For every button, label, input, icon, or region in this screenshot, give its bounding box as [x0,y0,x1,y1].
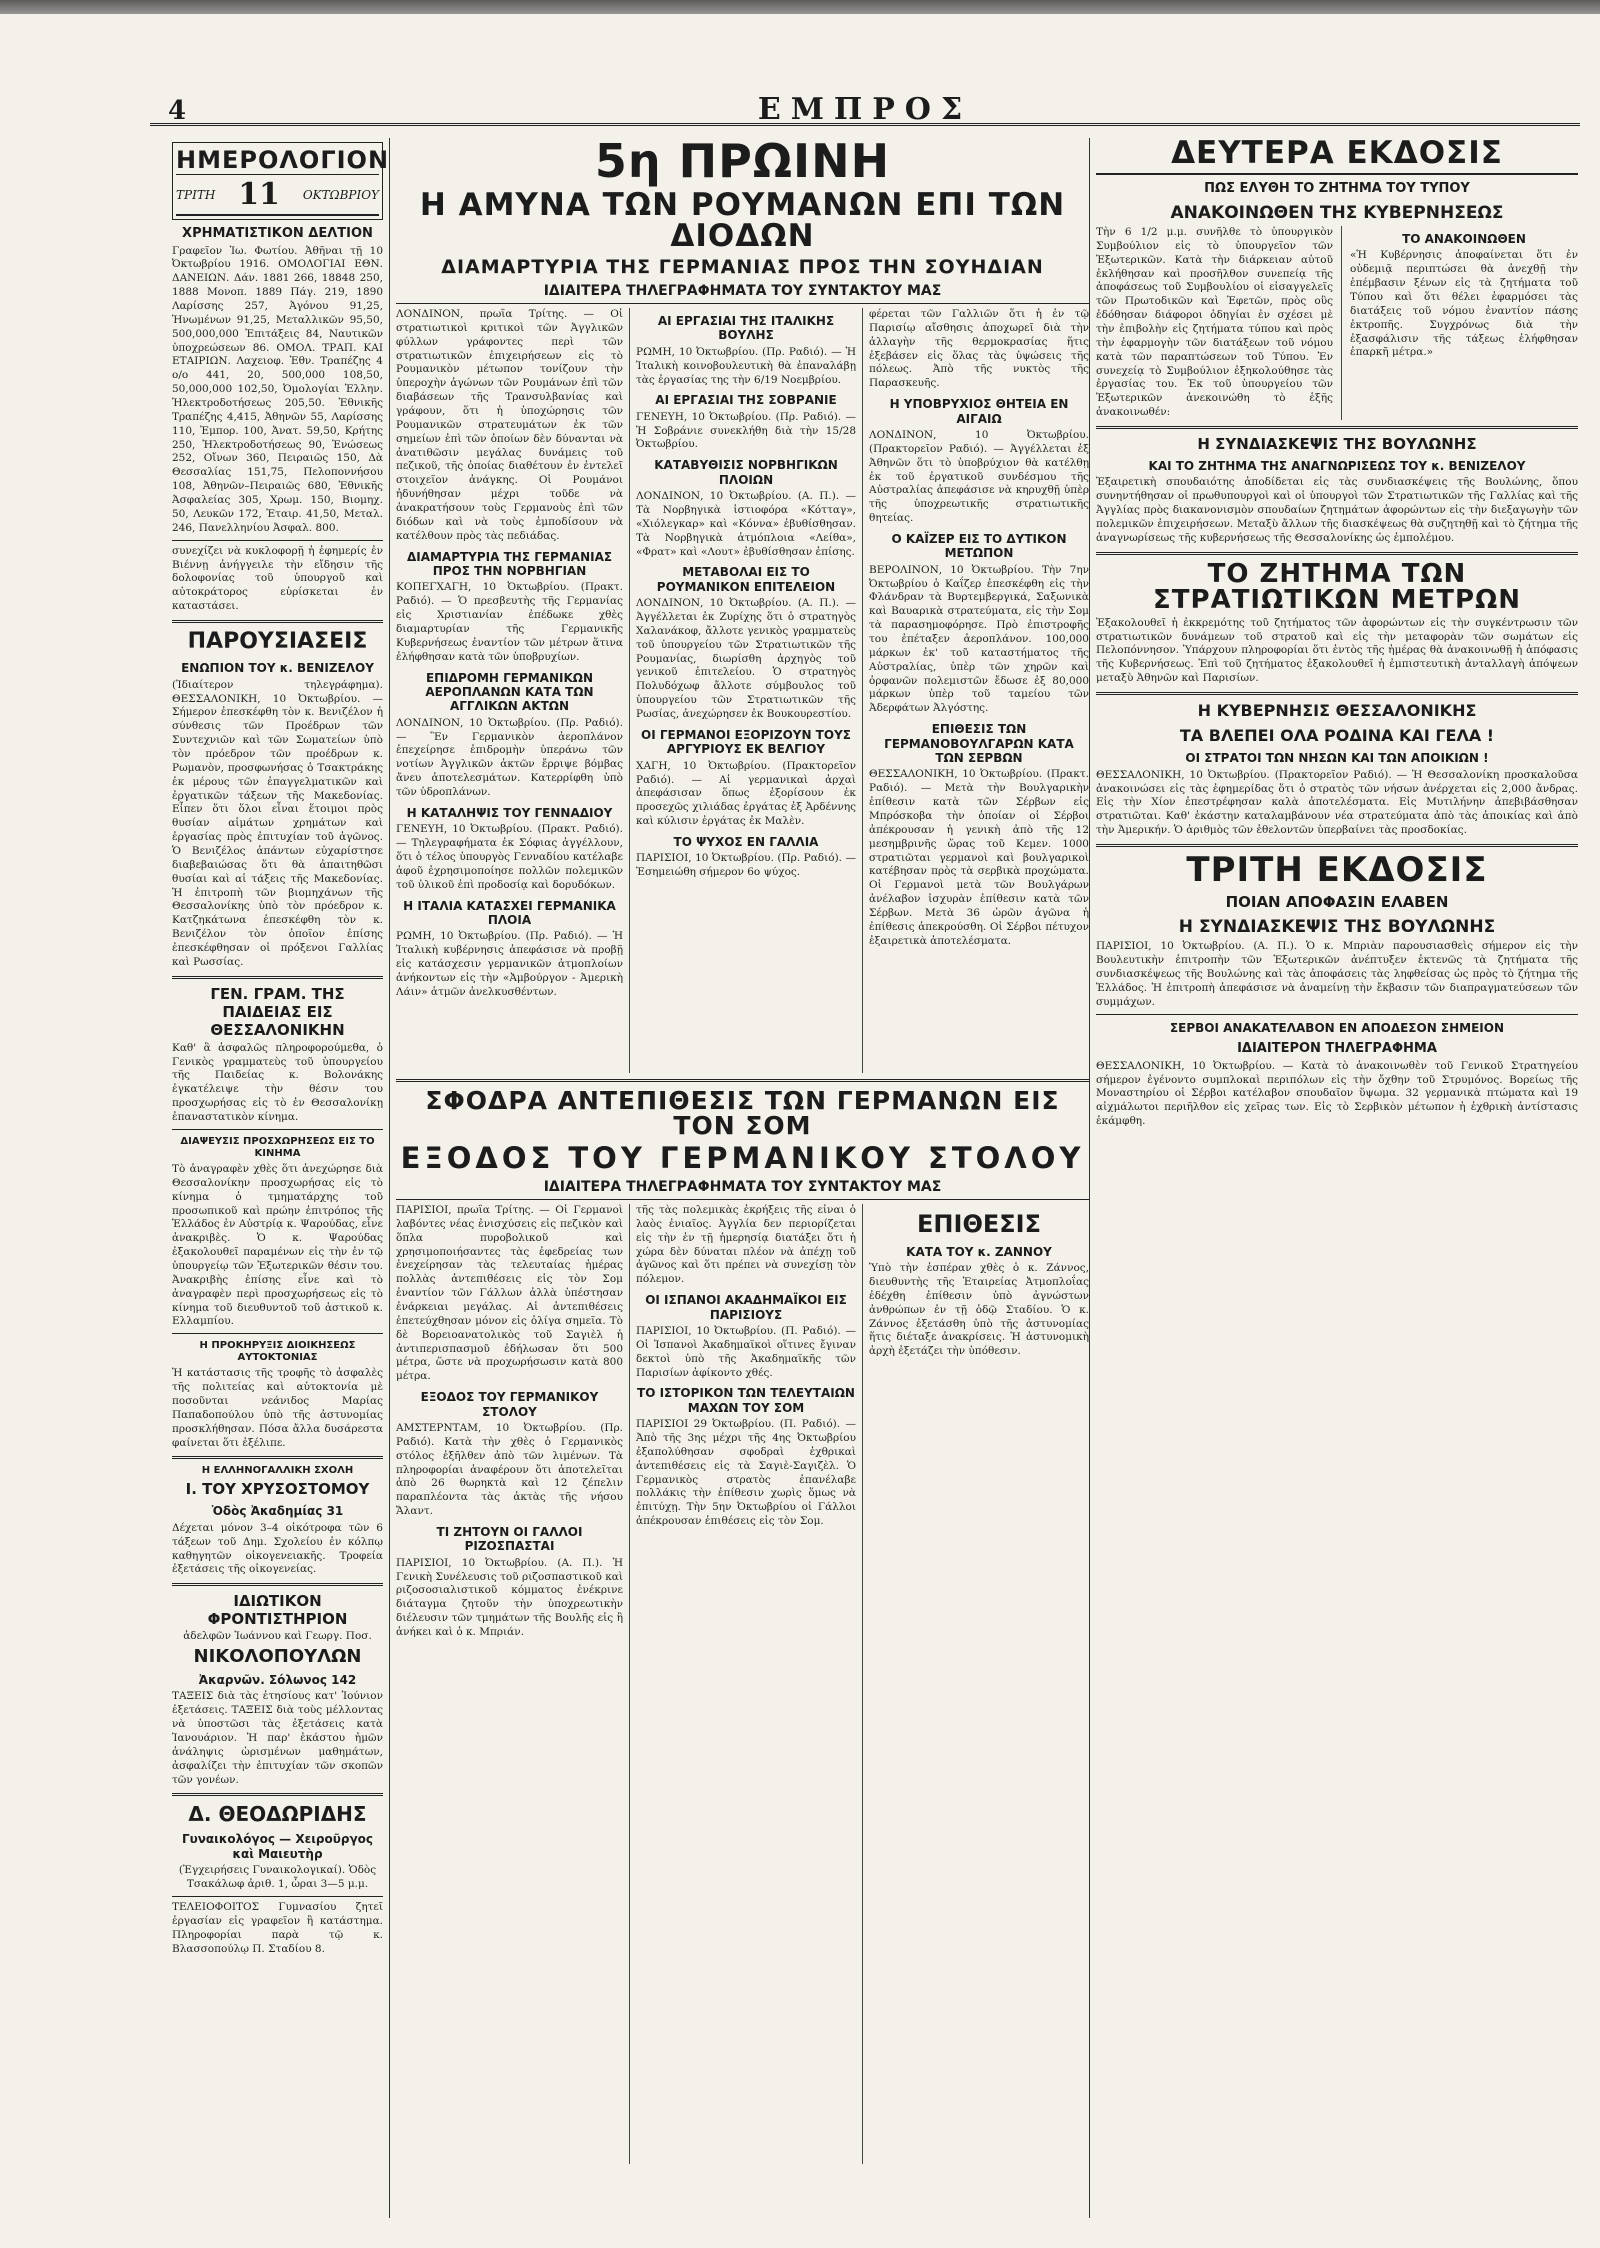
calendar-title: ΗΜΕΡΟΛΟΓΙΟΝ [176,146,390,174]
protest-heading: ΔΙΑΜΑΡΤΥΡΙΑ ΤΗΣ ΓΕΡΜΑΝΙΑΣ ΠΡΟΣ ΤΗΝ ΝΟΡΒΗΓΙΑΝ [406,549,613,578]
italy-seizes-heading: Η ΙΤΑΛΙΑ ΚΑΤΑΣΧΕΙ ΓΕΡΜΑΝΙΚΑ ΠΛΟΙΑ [403,898,616,927]
doctor-name: Δ. ΘΕΟΔΩΡΙΔΗΣ [188,1802,367,1827]
calendar-day: ΤΡΙΤΗ [176,187,216,202]
page-number: 4 [168,96,187,126]
sobranie-text: ΓΕΝΕΥΗ, 10 Ὀκτωβρίου. (Πρ. Ραδιό). — Ἡ Σοβράνιε συνεκλήθη διὰ τὴν 15/28 Ὀκτωβρίου. [636,410,856,451]
school-name: Ι. ΤΟΥ ΧΡΥΣΟΣΤΟΜΟΥ [185,1480,370,1499]
education-secretary-text: Καθ' ἃ ἀσφαλῶς πληροφορούμεθα, ὁ Γενικὸς γραμματεὺς τοῦ ὑπουργείου τῆς Παιδείας κ. Βολονάκης ἐγκατέλειψε τὴν θέσιν του προσχωρήσας εἰς τὸ ἐν Θεσσαλονίκῃ ἐπαναστατικὸν κίνημα. [172,1041,383,1124]
kaiser-text: ΒΕΡΟΛΙΝΟΝ, 10 Ὀκτωβρίου. Τὴν 7ην Ὀκτωβρίου ὁ Καΐζερ ἐπεσκέφθη εἰς τὴν Φλάνδραν τὰ Βυρτεμβεργικά, Σαξωνικὰ καὶ Βαυαρικὰ στρατεύματα, εἰς τὴν Σομ τὰ παρασημοφόρησε. Πρὸ ἐπιστροφῆς του ἐπέταξεν ἀεροπλάνον. 100,000 μάρκων ἐκ' τοῦ καταστήματος τῆς Αὐστραλίας, ὑπὲρ τῶν χηρῶν καὶ ὀρφανῶν πολεμιστῶν ἔδωσε ἐξ 80,000 μάρκων ὑπὲρ τοῦ ταμείου τῶν Ἀδερφάτων Ἀλγόστης. [869,563,1089,715]
upper-articles [396,308,1089,1073]
attack-subheading: ΚΑΤΑ ΤΟΥ κ. ΖΑΝΝΟΥ [906,1244,1052,1259]
doctor-text: (Ἐγχειρήσεις Γυναικολογικαί). Ὁδὸς Τσακάλωφ ἀριθ. 1, ὧραι 3—5 μ.μ. [178,1864,377,1891]
education-secretary-heading: ΓΕΝ. ΓΡΑΜ. ΤΗΣ ΠΑΙΔΕΙΑΣ ΕΙΣ ΘΕΣΣΑΛΟΝΙΚΗΝ [210,984,345,1039]
sobranie-heading: ΑΙ ΕΡΓΑΣΙΑΙ ΤΗΣ ΣΟΒΡΑΝΙΕ [655,393,837,408]
attack-heading: ΕΠΙΘΕΣΙΣ [917,1210,1041,1238]
spanish-academics-text: ΠΑΡΙΣΙΟΙ, 10 Ὀκτωβρίου. (Π. Ραδιό). — Οἱ Ἰσπανοὶ Ἀκαδημαϊκοὶ οἵτινες ἔγιναν δεκτοὶ ὑπὸ τῆς Ἀκαδημαϊκῆς τῶν Παρισίων ἀφίκοντο χθές. [636,1324,856,1379]
serbs-attack-heading: ΕΠΙΘΕΣΙΣ ΤΩΝ ΓΕΡΜΑΝΟΒΟΥΛΓΑΡΩΝ ΚΑΤΑ ΤΩΝ ΣΕΡΒΩΝ [884,722,1074,765]
england-war-text: τῆς τὰς πολεμικὰς ἐκρήξεις τῆς εἶναι ὁ λαὸς ἐνιαῖος. Ἀγγλία δεν περιορίζεται εἰς τὴν ἐν τῇ ἡμερησίᾳ διατάξει ὅτι ἡ χώρα δὲν δύναται πλέον νὰ ἀπέχῃ τοῦ ἀγῶνος καὶ ὅτι πρέπει νὰ συνεχίσῃ τὸν πόλεμον. [636,1204,856,1286]
protest-text: ΚΟΠΕΓΧΑΓΗ, 10 Ὀκτωβρίου. (Πρακτ. Ραδιό). — Ὁ πρεσβευτὴς τῆς Γερμανίας εἰς Χριστιανίαν ἐπέδωκε χθὲς διαμαρτυρίαν τῆς Γερμανικῆς Κυβερνήσεως ἐναντίον τῶν μέτρων ἅτινα ἐλήφθησαν κατὰ τῶν ὑποβρυχίων. [396,581,623,663]
main-subheadline: ΔΙΑΜΑΡΤΥΡΙΑ ΤΗΣ ΓΕΡΜΑΝΙΑΣ ΠΡΟΣ ΤΗΝ ΣΟΥΗΔΙΑΝ [441,256,1044,278]
stock-bulletin-heading: ΧΡΗΜΑΤΙΣΤΙΚΟΝ ΔΕΛΤΙΟΝ [182,226,373,241]
spanish-academics-heading: ΟΙ ΙΣΠΑΝΟΙ ΑΚΑΔΗΜΑΪΚΟΙ ΕΙΣ ΠΑΡΙΣΙΟΥΣ [645,1293,847,1322]
tutoring-names: ἀδελφῶν Ἰωάννου καὶ Γεωργ. Ποσ. [183,1630,372,1643]
somme-history-heading: ΤΟ ΙΣΤΟΡΙΚΟΝ ΤΩΝ ΤΕΛΕΥΤΑΙΩΝ ΜΑΧΩΝ ΤΟΥ ΣΟΜ [637,1386,855,1415]
press-issue-heading: ΠΩΣ ΕΛΥΘΗ ΤΟ ΖΗΤΗΜΑ ΤΟΥ ΤΥΠΟΥ [1204,181,1470,196]
tutoring-text: ΤΑΞΕΙΣ διὰ τὰς ἐτησίους κατ' Ἰούνιον ἐξετάσεις. ΤΑΞΕΙΣ διὰ τοὺς μέλλοντας νὰ ὑποστῶσι τὰς ἐξετάσεις κατὰ Ἰανουάριον. Ἡ παρ' ἑκάστου ἡμῶν ἀνάληψις ὡρισμένων μαθημάτων, ἀσφαλίζει τὴν ἐπιτυχίαν τῶν σκοπῶν τῶν γονέων. [172,1690,383,1786]
classified-text: ΤΕΛΕΙΟΦΟΙΤΟΣ Γυμνασίου ζητεῖ ἐργασίαν εἰς γραφεῖον ἢ κατάστημα. Πληροφορίαι παρὰ τῷ κ. Βλασσοπούλῳ Π. Σταδίου 8. [172,1900,383,1955]
calendar-month: ΟΚΤΩΒΡΙΟΥ [302,187,379,202]
school-text: Δέχεται μόνον 3–4 οἰκότροφα τῶν 6 τάξεων τοῦ Δημ. Σχολείου ἐν κόλπῳ καθηγητῶν οἰκογενειακῆς. Τροφεία ἐξετάσεις τῆς οἰκογενείας. [172,1521,383,1576]
center-column [396,138,1090,2218]
left-column [172,138,390,2218]
school-address: Ὁδὸς Ἀκαδημίας 31 [211,1504,344,1519]
note-text: συνεχίζει νὰ κυκλοφορῇ ἡ ἐφημερίς ἐν Βιέννῃ ἀνήγγειλε τὴν εἴδησιν τῆς δολοφονίας τοῦ ὑπουργοῦ καὶ αὐτοκράτορος εὑρίσκεται ἐν καταστάσει. [172,544,383,613]
newspaper-name: ΕΜΠΡΟΣ [757,92,973,127]
somme-history-text: ΠΑΡΙΣΙΟΙ 29 Ὀκτωβρίου. (Π. Ραδιό). — Ἀπὸ τῆς 3ης μέχρι τῆς 4ης Ὀκτωβρίου ἐξαπολύθησαν σφοδραὶ ἐχθρικαὶ ἀντεπιθέσεις εἰς τὰ Σαγιὲ-Σαγιζὲλ. Ὁ Γερμανικὸς στρατὸς ἐπανέλαβε πολλάκις τὴν ἐπίθεσιν χωρὶς ὅμως νὰ ἐπιτύχῃ. Τὴν 5ην Ὀκτωβρίου οἱ Γάλλοι ἀπέκρουσαν ἐπιθέσεις εἰς τὸν Σομ. [636,1418,856,1528]
announcement-2-heading: ΤΟ ΑΝΑΚΟΙΝΩΘΕΝ [1402,231,1526,246]
main-headline: Η ΑΜΥΝΑ ΤΩΝ ΡΟΥΜΑΝΩΝ ΕΠΙ ΤΩΝ ΔΙΟΔΩΝ [419,187,1066,254]
paris-weather-text: φέρεται τῶν Γαλλιῶν ὅτι ἡ ἐν τῷ Παρισίῳ αἴσθησις ἀποχωρεῖ διὰ τὴν ἀλλαγὴν τῆς θερμοκρασίας ἥτις ἐξεβάσεν εἰς ὅλας τὰς ὑψώσεις τῆς πόλεως. Ἀπὸ τῆς νυκτὸς τῆς Παρασκευῆς. [869,308,1089,390]
norwegian-ships-heading: ΚΑΤΑΒΥΘΙΣΙΣ ΝΟΡΒΗΓΙΚΩΝ ΠΛΟΙΩΝ [654,458,838,487]
serbs-recapture-heading: ΣΕΡΒΟΙ ΑΝΑΚΑΤΕΛΑΒΟΝ ΕΝ ΑΠΟΔΕΣΟΝ ΣΗΜΕΙΟΝ [1169,1020,1505,1035]
announcement-2-text: «Ἡ Κυβέρνησις ἀποφαίνεται ὅτι ἐν οὐδεμιᾷ περιπτώσει θὰ ἀνεχθῇ τὴν ἐπέμβασιν ξένων εἰς τὰ ζητήματα τοῦ Τύπου καὶ ὅτι θέλει ἐφαρμόσει τὰς διατάξεις τοῦ νόμου ἐναντίον πάσης ἐκτροπῆς. Συγχρόνως διὰ τὴν ἐξασφάλισιν τῆς τάξεως ἐλήφθησαν ἐπαρκῆ μέτρα.» [1350,249,1578,359]
air-raid-text: ΛΟΝΔΙΝΟΝ, 10 Ὀκτωβρίου. (Πρ. Ραδιό). — Ἓν Γερμανικὸν ἀεροπλάνον ἐπεχείρησε ἐπιδρομὴν ὑπεράνω τῶν νοτίων Ἀγγλικῶν ἀκτῶν ἔρριψε βόμβας ἄνευ ἀποτελεσμάτων. Κατερρίφθη ὑπὸ τῶν ὑδροπλάνων. [396,716,623,799]
doctor-specialty: Γυναικολόγος — Χειροῦργος καὶ Μαιευτὴρ [181,1832,373,1861]
romanian-staff-heading: ΜΕΤΑΒΟΛΑΙ ΕΙΣ ΤΟ ΡΟΥΜΑΝΙΚΟΝ ΕΠΙΤΕΛΕΙΟΝ [656,565,836,594]
boulogne-subheading: ΚΑΙ ΤΟ ΖΗΤΗΜΑ ΤΗΣ ΑΝΑΓΝΩΡΙΣΕΩΣ ΤΟΥ κ. ΒΕΝΙΖΕΛΟΥ [1148,459,1526,474]
presentations-text: (Ἰδιαίτερον τηλεγράφημα). ΘΕΣΣΑΛΟΝΙΚΗ, 10 Ὀκτωβρίου. — Σήμερον ἐπεσκέφθη τὸν κ. Βενιζέλον ἡ σύνθεσις τῶν Προέδρων τῶν Συντεχνιῶν καὶ τῶν Σωματείων ὑπὸ τὸν πρόεδρον τῶν προέδρων κ. Ρωμανὸν, προσφωνήσας ὁ Τσακτράκης ἐκ μέρους τῶν ἐπαγγελματικῶν καὶ ἐργατικῶν τάξεων τῆς Μακεδονίας. Εἶπεν ὅτι ὅλοι εἶναι ἕτοιμοι πρὸς θυσίαν αἱμάτων χρημάτων καὶ ἐργασίας πρὸς ἐπιτυχίαν τοῦ ἀγῶνος. Ὁ Βενιζέλος ἀπάντων εὐχαρίστησε διαβεβαιώσας ὅτι θὰ ἀπαιτηθῶσι θυσίαι καὶ αἱ τάξεις τῆς Μακεδονίας. Ἡ ἐπιτροπὴ τῶν βιομηχάνων τῆς Θεσσαλονίκης ὑπὸ τὸν πρόεδρον κ. Κατζηκάτωνα ἐπεσκέφθη τὸν κ. Βενιζέλον τὸν ὁποῖον ἐπίσης ἐπεσκέφθησαν οἱ πρόξενοι Γαλλίας καὶ Ρωσσίας. [172,678,383,968]
scan-top-edge [0,0,1600,14]
germans-exile-heading: ΟΙ ΓΕΡΜΑΝΟΙ ΕΞΟΡΙΖΟΥΝ ΤΟΥΣ ΑΡΓΥΡΙΟΥΣ ΕΚ ΒΕΛΓΙΟΥ [641,727,851,757]
tutoring-name: ΝΙΚΟΛΟΠΟΥΛΩΝ [193,1646,362,1668]
telegrams-kicker: ΙΔΙΑΙΤΕΡΑ ΤΗΛΕΓΡΑΦΗΜΑΤΑ ΤΟΥ ΣΥΝΤΑΚΤΟΥ ΜΑΣ [543,283,942,299]
denial-heading: ΔΙΑΨΕΥΣΙΣ ΠΡΟΣΧΩΡΗΣΕΩΣ ΕΙΣ ΤΟ ΚΙΝΗΜΑ [180,1135,375,1159]
third-edition-title: ΤΡΙΤΗ ΕΚΔΟΣΙΣ [1186,850,1488,891]
serbs-recapture-text: ΘΕΣΣΑΛΟΝΙΚΗ, 10 Ὀκτωβρίου. — Κατὰ τὸ ἀνακοινωθὲν τοῦ Γενικοῦ Στρατηγείου σήμερον ἐγένοντο συμπλοκαὶ περιπόλων εἰς τὴν ὄχθην τοῦ Στρυμόνος. Βορείως τῆς Μοναστηρίου οἱ Σέρβοι κατέλαβον σπουδαῖον ὕψωμα. 32 γερμανικὰ πτώματα καὶ 19 αἰχμάλωτοι περιῆλθον εἰς χεῖρας των. Εἰς τὸ Σερβικὸν μέτωπον ἡ ἐχθρικὴ ἀντίστασις ἐκάμφθη. [1096,1059,1578,1128]
cold-france-text: ΠΑΡΙΣΙΟΙ, 10 Ὀκτωβρίου. (Πρ. Ραδιό). — Ἐσημειώθη σήμερον 6ο ψύχος. [636,852,856,879]
announcement-text: Τὴν 6 1/2 μ.μ. συνῆλθε τὸ ὑπουργικὸν Συμβούλιον εἰς τὸ ὑπουργεῖον τῶν Ἐξωτερικῶν. Κατὰ τὴν διάρκειαν αὐτοῦ ἐκλήθησαν καὶ προσῆλθον συνεπείᾳ τῆς ἀποφάσεως τοῦ Συμβουλίου οἱ εἰσαγγελεῖς τῶν Πρωτοδικῶν καὶ Ἐφετῶν, πρὸς οὓς ἐδόθησαν διάφοροι ὁδηγίαι ἐν σχέσει μὲ τὴν ἐπιβολὴν εἰς ζητήματα τύπου καὶ πρὸς τὴν ἐφαρμογὴν τῶν διατάξεων τοῦ νόμου κατὰ τῶν παραπτώσεων τοῦ Τύπου. Ἐν συνεχείᾳ τὸ Συμβούλιον ἐξηκολούθησε τὰς ἐργασίας του. Ἐκ τοῦ ὑπουργείου τῶν Ἐξωτερικῶν ἀνεκοινώθη τὸ ἑξῆς ἀνακοινωθέν: [1096,225,1333,419]
germans-exile-text: ΧΑΓΗ, 10 Ὀκτωβρίου. (Πρακτορεῖον Ραδιό). — Αἱ γερμανικαὶ ἀρχαὶ ἀπεφάσισαν ὅπως ἐξορίσουν ἐκ προσεχῶς χιλιάδας ἐργάτας ἐξ Ἀρδέννης καὶ κύλισιν ἐργάτας ἐκ Μαλὲν. [636,759,856,828]
calendar-date-row [176,175,379,216]
government-announcement-heading: ΑΝΑΚΟΙΝΩΘΕΝ ΤΗΣ ΚΥΒΕΡΝΗΣΕΩΣ [1170,202,1504,223]
attack-text: Ὑπὸ τὴν ἑσπέραν χθὲς ὁ κ. Ζάννος, διευθυντὴς τῆς Ἑταιρείας Ἀτμοπλοΐας ἐδέχθη ἐπίθεσιν ὑπὸ ἀγνώστων ἀνθρώπων ἐν τῇ ὁδῷ Σταδίου. Ὁ κ. Ζάννος ἐξετάσθη ὑπὸ τῆς ἀστυνομίας ἥτις διέταξε ἀνακρίσεις. Ἡ ἀστυνομικὴ ἀρχὴ ἐξετάζει τὴν ὑπόθεσιν. [869,1262,1089,1358]
norwegian-ships-text: ΛΟΝΔΙΝΟΝ, 10 Ὀκτωβρίου. (Α. Π.). — Τὰ Νορβηγικὰ ἱστιοφόρα «Κότταγ», «Χιόλεγκαρ» καὶ «Κόννα» ἐβυθίσθησαν. Τὰ Νορβηγικὰ ἀτμόπλοια «Λείθα», «Φρατ» καὶ «Λουτ» ἐβυθίσθησαν ἐπίσης. [636,490,856,558]
second-edition-title: ΔΕΥΤΕΡΑ ΕΚΔΟΣΙΣ [1096,138,1578,175]
right-column [1096,138,1578,2218]
decision-heading: ΠΟΙΑΝ ΑΠΟΦΑΣΙΝ ΕΛΑΒΕΝ [1225,893,1449,912]
decision-subheading: Η ΣΥΝΔΙΑΣΚΕΨΙΣ ΤΗΣ ΒΟΥΛΩΝΗΣ [1178,917,1496,938]
kaiser-heading: Ο ΚΑΪΖΕΡ ΕΙΣ ΤΟ ΔΥΤΙΚΟΝ ΜΕΤΩΠΟΝ [891,531,1067,561]
edition-title: 5η ΠΡΩΙΝΗ [594,138,891,188]
italy-seizes-text: ΡΩΜΗ, 10 Ὀκτωβρίου. (Πρ. Ραδιό). — Ἡ Ἰταλικὴ κυβέρνησις ἀπεφάσισε νὰ προβῇ εἰς κατάσχεσιν γερμανικῶν ἀτμοπλοίων ἀνήκοντων εἰς τὴν «Ἀμβούργον - Ἀμερικὴ Λάιν» ἀτμῶν ἀνελκυσθέντων. [396,930,623,998]
romanian-staff-text: ΛΟΝΔΙΝΟΝ, 10 Ὀκτωβρίου. (Α. Π.). — Ἀγγέλλεται ἐκ Ζυρίχης ὅτι ὁ στρατηγὸς Χαλανάκοφ, ἄλλοτε γενικὸς γραμματεὺς τοῦ ὑπουργείου τῶν Στρατιωτικῶν τῆς Ρουμανίας, διωρίσθη ἀρχηγὸς τοῦ γενικοῦ ἐπιτελείου. Ὁ στρατηγὸς Πολυδόχωφ ἄλλοτε σύμβουλος τοῦ ὑπουργείου τῶν Στρατιωτικῶν τῆς Ρωσίας, ἀνεχώρησεν ἐκ Βουκουρεστίου. [636,597,856,721]
somme-text: ΠΑΡΙΣΙΟΙ, πρωΐα Τρίτης. — Οἱ Γερμανοὶ λαβόντες νέας ἐνισχύσεις εἰς πεζικὸν καὶ ὅπλα πυροβολικοῦ καὶ χρησιμοποιήσαντες τὰς ἐφεδρείας των ἐνεχείρησαν τὰς τελευταίας ἡμέρας πολλὰς ἀντεπιθέσεις εἰς τὸν Σομ ἐναντίον τῶν Γάλλων ἀλλὰ ὑπέστησαν ἐνάρκειαι μεγάλας. Αἱ ἀντεπιθέσεις ἐπετεύχθησαν μόνον εἰς ὀλίγα σημεῖα. Τὸ δὲ Βορειοανατολικὸς τοῦ Σαγιὲλ ἡ ἀντιπερισπασμοῦ ἐδήλωσαν ὅτι 500 μέτρα, ὥστε νὰ προχωρήσωσιν κατὰ 800 μέτρα. [396,1204,623,1383]
cold-france-heading: ΤΟ ΨΥΧΟΣ ΕΝ ΓΑΛΛΙΑ [673,835,819,849]
fleet-text: ΑΜΣΤΕΡΝΤΑΜ, 10 Ὀκτωβρίου. (Πρ. Ραδιό). Κατὰ τὴν χθὲς ὁ Γερμανικὸς στόλος ἐξῆλθεν ἀπὸ τῶν λιμένων. Τὰ πληροφορίαι ἀναφέρουν ὅτι ἀποτελεῖται ἀπὸ 26 θωρηκτὰ καὶ 12 ζέπελιν παραπλέοντα τὰς ἀκτὰς τῆς νήσου Ἄλαντ. [396,1421,623,1518]
italian-parliament-heading: ΑΙ ΕΡΓΑΣΙΑΙ ΤΗΣ ΙΤΑΛΙΚΗΣ ΒΟΥΛΗΣ [657,314,835,343]
tutoring-address: Ἀκαρνῶν. Σόλωνος 142 [198,1673,357,1688]
school-heading: Η ΕΛΛΗΝΟΓΑΛΛΙΚΗ ΣΧΟΛΗ [201,1465,354,1477]
presentations-subheading: ΕΝΩΠΙΟΝ ΤΟΥ κ. ΒΕΝΙΖΕΛΟΥ [181,661,374,676]
air-raid-heading: ΕΠΙΔΡΟΜΗ ΓΕΡΜΑΝΙΚΩΝ ΑΕΡΟΠΛΑΝΩΝ ΚΑΤΑ ΤΩΝ ΑΓΓΛΙΚΩΝ ΑΚΤΩΝ [425,670,594,714]
serbs-recapture-subheading: ΙΔΙΑΙΤΕΡΟΝ ΤΗΛΕΓΡΑΦΗΜΑ [1237,1041,1437,1057]
suicide-text: Ἡ κατάστασις τῆς τροφῆς τὸ ἀσφαλὲς τῆς πολιτείας καὶ αὐτοκτονία μὲ ποσοῦνται νεάνιδος Μαρίας Παπαδοπούλου ὑπὸ τῆς ἀστυνομίας προσκλήθησαν. Πόσα ἄλλα δυσάρεστα φαίνεται ὅτι ἐξέλιπε. [172,1367,383,1449]
somme-headline: ΣΦΟΔΡΑ ΑΝΤΕΠΙΘΕΣΙΣ ΤΩΝ ΓΕΡΜΑΝΩΝ ΕΙΣ ΤΟΝ ΣΟΜ [425,1086,1060,1140]
fleet-heading: ΕΞΟΔΟΣ ΤΟΥ ΓΕΡΜΑΝΙΚΟΥ ΣΤΟΛΟΥ [420,1390,599,1419]
romanian-defense-text: ΛΟΝΔΙΝΟΝ, πρωΐα Τρίτης. — Οἱ στρατιωτικοὶ κριτικοὶ τῶν Ἀγγλικῶν φύλλων γράφοντες περὶ τῶν στρατιωτικῶν ἐπιχειρήσεων εἰς τὸ Ρουμανικὸν μέτωπον τονίζουν τὴν ὑπεροχὴν ἀγώνων τῶν Ρουμάνων ἐπὶ τῶν διαβάσεων τῆς Τρανσυλβανίας καὶ γράφουν, ὅτι ἡ ὑποχώρησις τῶν Ρουμανικῶν στρατευμάτων ἐκ τῶν σημείων ἐπὶ τῶν ὁποίων δὲν δύνανται νὰ ἀνατιθῶσιν μεγάλας δυνάμεις τοῦ πεζικοῦ, τῆς ὁποίας διαθέτουν ἐν ἐντελεῖ στοιχεῖον ἀνάγκης. Οἱ Ρουμάνοι ἠδυνήθησαν μέχρι τοῦδε νὰ ἀνακρατήσουν τοὺς Γερμανοὺς ἐπὶ τῶν διόδων καὶ νὰ τοὺς ἐμποδίσουν νὰ κατέλθουν πρὸς τὰς πεδιάδας. [396,308,623,542]
submarine-service-heading: Η ΥΠΟΒΡΥΧΙΟΣ ΘΗΤΕΙΑ ΕΝ ΑΙΓΑΙΩ [889,397,1069,426]
italian-parliament-text: ΡΩΜΗ, 10 Ὀκτωβρίου. (Πρ. Ραδιό). — Ἡ Ἰταλικὴ κοινοβουλευτικὴ θὰ ἐπαναλάβῃ τὰς ἐργασίας της τὴν 6/19 Νοεμβρίου. [636,345,856,386]
presentations-heading: ΠΑΡΟΥΣΙΑΣΕΙΣ [187,628,368,654]
radicals-text: ΠΑΡΙΣΙΟΙ, 10 Ὀκτωβρίου. (Α. Π.). Ἡ Γενικὴ Συνέλευσις τοῦ ριζοσπαστικοῦ καὶ ριζοσοσιαλιστικοῦ κόμματος ἐνέκρινε διάταγμα ζητοῦν τὴν ὑποχρεωτικὴν διέλευσιν τῶν τμημάτων τῆς Βουλῆς εἰς ἣ ἀνήκει καὶ ὁ κ. Μπριάν. [396,1556,623,1639]
military-measures-text: Ἐξακολουθεῖ ἡ ἐκκρεμότης τοῦ ζητήματος τῶν ἀφορώντων εἰς τὴν συγκέντρωσιν τῶν στρατιωτικῶν δυνάμεων τοῦ στρατοῦ καὶ εἰς τὴν μεταφορὰν τῶν σωμάτων εἰς Πελοπόννησον. Ὑπάρχουν πληροφορίαι ὅτι ἐντὸς τῆς ἡμέρας θὰ ἀνακοινωθῇ ἡ ἀπόφασις τῆς Κυβερνήσεως. Ἐπὶ τοῦ ζητήματος ἐξακολουθεῖ ἡ ἐμπιστευτικὴ ἀνταλλαγὴ ἀπόψεων μεταξὺ Ἀθηνῶν καὶ Παρισίων. [1096,616,1578,685]
suicide-heading: Η ΠΡΟΚΗΡΥΞΙΣ ΔΙΟΙΚΗΣΕΩΣ ΑΥΤΟΚΤΟΝΙΑΣ [199,1340,356,1364]
lower-articles [396,1204,1089,2164]
thessaloniki-gov-subheading-2: ΟΙ ΣΤΡΑΤΟΙ ΤΩΝ ΝΗΣΩΝ ΚΑΙ ΤΩΝ ΑΠΟΙΚΙΩΝ ! [1185,751,1489,766]
thessaloniki-gov-text: ΘΕΣΣΑΛΟΝΙΚΗ, 10 Ὀκτωβρίου. (Πρακτορεῖον Ραδιό). — Ἡ Θεσσαλονίκη προσκαλοῦσα ἀνακοινώσει εἰς τὰς ἐφημερίδας ὅτι ὁ στρατὸς τῶν νήσων ἀνέρχεται εἰς 2,000 ἄνδρας. Εἰς τὴν Χίον ἐπεστρέφησαν καλὰ ἀποτελέσματα. Εἰς Μυτιλήνην ἀπεβιβάσθησαν στρατιῶται. Καθ' ἑκάστην καταλαμβάνουν νέα στρατεύματα ἀπὸ τὰς ἀποικίας καὶ ἀπὸ τὴν Ἀμερικήν. Ὁ ἀριθμὸς τῶν ἐθελοντῶν ὑπερβαίνει τὰς προσδοκίας. [1096,768,1578,837]
masthead [150,92,1580,127]
thessaloniki-gov-heading: Η ΚΥΒΕΡΝΗΣΙΣ ΘΕΣΣΑΛΟΝΙΚΗΣ [1197,701,1477,720]
thessaloniki-gov-subheading: ΤΑ ΒΛΕΠΕΙ ΟΛΑ ΡΟΔΙΝΑ ΚΑΙ ΓΕΛΑ ! [1179,726,1495,746]
telegrams-kicker-2: ΙΔΙΑΙΤΕΡΑ ΤΗΛΕΓΡΑΦΗΜΑΤΑ ΤΟΥ ΣΥΝΤΑΚΤΟΥ ΜΑΣ [543,1179,942,1195]
announcement-block [1096,226,1578,420]
submarine-service-text: ΛΟΝΔΙΝΟΝ, 10 Ὀκτωβρίου. (Πρακτορεῖον Ραδιό). — Ἀγγέλλεται ἐξ Ἀθηνῶν ὅτι τὸ ὑποβρύχιον θὰ κατέλθῃ ἐκ τοῦ ἐργατικοῦ συνδέσμου τῆς Αὐστραλίας ἀπεφάσισε νὰ κηρυχθῇ ὑπὲρ τῆς ὑποχρεωτικῆς στρατιωτικῆς θητείας. [869,428,1089,525]
military-measures-headline: ΤΟ ΖΗΤΗΜΑ ΤΩΝ ΣΤΡΑΤΙΩΤΙΚΩΝ ΜΕΤΡΩΝ [1153,558,1521,615]
radicals-heading: ΤΙ ΖΗΤΟΥΝ ΟΙ ΓΑΛΛΟΙ ΡΙΖΟΣΠΑΣΤΑΙ [436,1524,583,1554]
gennadios-heading: Η ΚΑΤΑΛΗΨΙΣ ΤΟΥ ΓΕΝΝΑΔΙΟΥ [406,805,613,820]
denial-text: Τὸ ἀναγραφὲν χθὲς ὅτι ἀνεχώρησε διὰ Θεσσαλονίκην προσχωρήσας εἰς τὸ κίνημα ὁ τμηματάρχης τοῦ προσωπικοῦ καὶ πρώην ἐπιτρόπος τῆς Ἑλλάδος ἐν Αὐστρίᾳ κ. Ψαρούδας, εἶνε ἀνακριβὲς. Ὁ κ. Ψαρούδας ἐξακολουθεῖ παραμένων εἰς τὴν ἐν τῷ ὑπουργείῳ τῶν Ἐξωτερικῶν θέσιν του. Ἀνακριβὴς ἐπίσης εἶνε καὶ τὸ ἀναγραφὲν περὶ προσχωρήσεως εἰς τὸ κίνημα τοῦ διευθυντοῦ τοῦ ἀστικοῦ κ. Ελλαμπίου. [172,1162,383,1328]
fleet-headline: ΕΞΟΔΟΣ ΤΟΥ ΓΕΡΜΑΝΙΚΟΥ ΣΤΟΛΟΥ [400,1141,1085,1175]
boulogne-heading: Η ΣΥΝΔΙΑΣΚΕΨΙΣ ΤΗΣ ΒΟΥΛΩΝΗΣ [1197,435,1477,454]
tutoring-heading: ΙΔΙΩΤΙΚΟΝ ΦΡΟΝΤΙΣΤΗΡΙΟΝ [207,1592,348,1629]
gennadios-text: ΓΕΝΕΥΗ, 10 Ὀκτωβρίου. (Πρακτ. Ραδιό). — Τηλεγραφήματα ἐκ Σόφιας ἀγγέλλουν, ὅτι ὁ τέλος ὑπουργὸς Γενναδίου κατέλαβε ἀφοῦ ἐχρησιμοποίησε πολλῶν πολεμικῶν τοῦ ὑλικοῦ ἐπὶ προδοσίᾳ καὶ δορυδόκων. [396,823,623,891]
serbs-attack-text: ΘΕΣΣΑΛΟΝΙΚΗ, 10 Ὀκτωβρίου. (Πρακτ. Ραδιό). — Μετὰ τὴν Βουλγαρικὴν ἐπίθεσιν κατὰ τῶν Σέρβων εἰς Μπρόσκοβα τὴν ὁποίαν οἱ Σέρβοι ἀπέκρουσαν ἡ γενικὴ ἀπὸ τῆς 12 μεσημβρινῆς ὥρας τοῦ Κεμεν. 1000 στρατιῶται γερμανοὶ καὶ βουλγαρικοὶ κατέβησαν πρὸς τὰ σερβικὰ προχώματα. Οἱ Γερμανοὶ μετὰ τῶν Βουλγάρων ἀνέλαβον ἰσχυρὰν ἐπίθεσιν κατὰ τῶν Σέρβων. Μετὰ 36 ὡρῶν ἀγῶνα ἡ ἐπίθεσις ἀπεκρούσθη. Οἱ Σέρβοι πέτυχον ἐξαιρετικὰ ἀποτελέσματα. [869,768,1089,947]
decision-text: ΠΑΡΙΣΙΟΙ, 10 Ὀκτωβρίου. (Α. Π.). Ὁ κ. Μπριὰν παρουσιασθεὶς σήμερον εἰς τὴν Βουλευτικὴν ἐπιτροπὴν τῶν Ἐξωτερικῶν ἀνέπτυξεν ἐκτενῶς τὰ ζητήματα τῆς συνδιασκέψεως τῆς Βουλώνης καὶ τὰς ἀποφάσεις τὰς ληφθείσας ὡς πρὸς τὸ ζήτημα τῆς Ἑλλάδος. Ἡ ἐπιτροπὴ ἀπεφάσισε νὰ ἀναμείνῃ τὴν ἔκβασιν τῶν διαπραγματεύσεων τῶν συμμάχων. [1096,940,1578,1008]
boulogne-text: Ἐξαιρετικὴ σπουδαιότης ἀποδίδεται εἰς τὰς συνδιασκέψεις τῆς Βουλώνης, ὅπου συνηντήθησαν οἱ πρωθυπουργοὶ καὶ οἱ ὑπουργοὶ τῶν Στρατιωτικῶν τῆς Γαλλίας καὶ τῆς Ἀγγλίας πρὸς διακανονισμὸν σπουδαίων ζητημάτων ἀφορώντων εἰς τὴν διεξαγωγὴν τῶν πολεμικῶν ἐπιχειρήσεων. Μεταξὺ ἄλλων τῆς διασκέψεως θὰ συζητηθῇ καὶ τὸ ζήτημα τῆς ἀναγνωρίσεως τῆς κυβερνήσεως τῆς Θεσσαλονίκης ὡς ἐμπολέμου. [1096,476,1578,544]
calendar-box [172,142,390,220]
stock-bulletin-text: Γραφεῖον Ἰω. Φωτίου. Ἀθῆναι τῇ 10 Ὀκτωβρίου 1916. ΟΜΟΛΟΓΙΑΙ ΕΘΝ. ΔΑΝΕΙΩΝ. Δάν. 1881 266, 18848 250, 1888 Μονοπ. 1889 Πάγ. 219, 1890 Λαρίσσης 257, Ἀγόνου 91,25, Ἡνωμένων 91,25, Μεταλλικῶν 95,50, 500,000,000 Ἐπιτάξεις 84, Ναυτικῶν ὑποχρεώσεων 86. ΟΜΟΛ. ΤΡΑΠ. ΚΑΙ ΕΤΑΙΡΙΩΝ. Λαχειοφ. Ἐθν. Τραπέζης 4 ο/ο 441, 20, 500,000 108,50, 50,000,000 102,50, Ὀμολογίαι Ἑλλην. Ἠλεκτροδοτήσεως 205,50. Ἐθνικῆς Τραπέζης 4,415, Ἀθηνῶν 55, Λαρίσσης 110, Ἐμπορ. 100, Ἀνατ. 59,50, Κρήτης 250, Ἠλεκτροδοτήσεως 90, Ἑνώσεως 252, Οἴνων 360, Πειραιῶς 150, Δὰ Θεσσαλίας 151,75, Πελοποννήσου 108, Ἀθηνῶν–Πειραιῶς 680, Ἐθνικῆς Ἀσφαλείας 305, Χρωμ. 150, Βιομηχ. 50, Λευκῶν 172, Ἐταιρ. 41,50, Μεταλ. 246, Πανελληνίου Ἀσφαλ. 800. [172,244,383,534]
calendar-date: 11 [238,177,280,212]
